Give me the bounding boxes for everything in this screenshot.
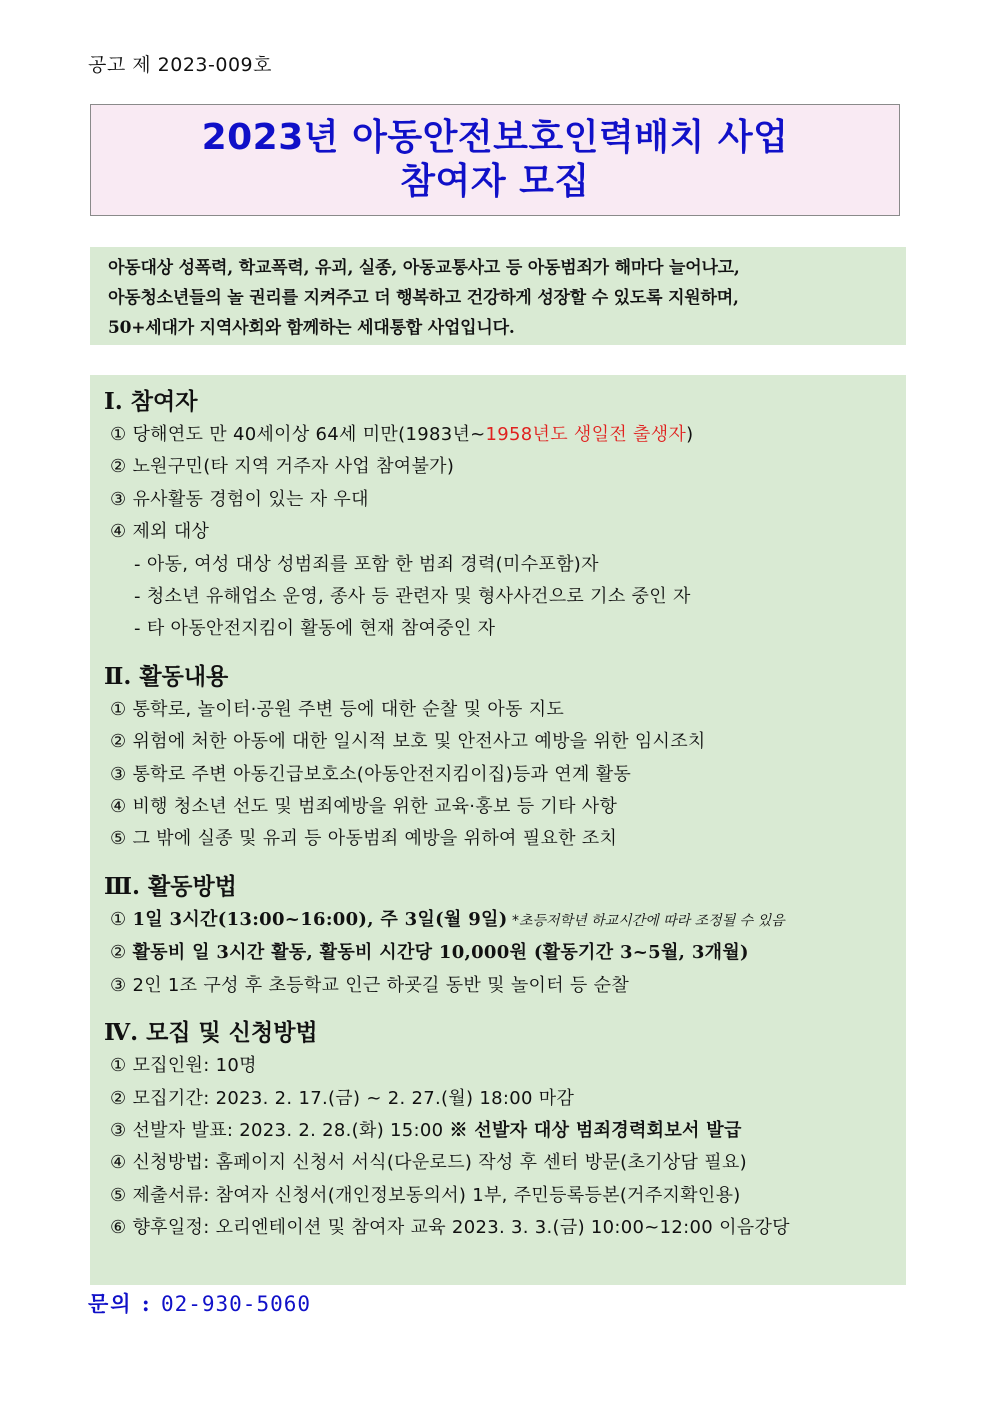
section-3-item-2 bbox=[104, 937, 892, 969]
item-text: ① bbox=[110, 908, 133, 930]
intro-line: 아동청소년들의 놀 권리를 지켜주고 더 행복하고 건강하게 성장할 수 있도록 지원하며, bbox=[108, 288, 739, 308]
section-4-item-1: ① 모집인원: 10명 bbox=[110, 1055, 257, 1077]
item-text: ① 당해연도 만 40세이상 64세 미만(1983년~ bbox=[110, 424, 486, 445]
section-3-item-1 bbox=[104, 904, 892, 937]
section-1-item-1 bbox=[104, 419, 892, 451]
main-content bbox=[90, 375, 906, 1285]
intro-line: 아동대상 성폭력, 학교폭력, 유괴, 실종, 아동교통사고 등 아동범죄가 해마다 늘어나고, bbox=[108, 258, 740, 278]
section-4-item-2: ② 모집기간: 2023. 2. 17.(금) ~ 2. 27.(월) 18:00 마감 bbox=[110, 1087, 575, 1109]
bold-text: 활동비 일 3시간 활동, 활동비 시간당 10,000원 (활동기간 3~5월, 3개월) bbox=[132, 942, 749, 964]
section-1-heading: Ⅰ. 참여자 bbox=[104, 388, 198, 415]
section-1-item-4: ④ 제외 대상 bbox=[110, 521, 210, 543]
section-4-heading: Ⅳ. 모집 및 신청방법 bbox=[104, 1019, 318, 1047]
section-2-item: ⑤ 그 밖에 실종 및 유괴 등 아동범죄 예방을 위하여 필요한 조치 bbox=[110, 828, 618, 850]
bold-text: ※ 선발자 대상 범죄경력회보서 발급 bbox=[449, 1119, 742, 1141]
section-2-item: ② 위험에 처한 아동에 대한 일시적 보호 및 안전사고 예방을 위한 임시조치 bbox=[110, 731, 706, 753]
section-2-item: ③ 통학로 주변 아동긴급보호소(아동안전지킴이집)등과 연계 활동 bbox=[110, 763, 632, 785]
section-2-item: ① 통학로, 놀이터·공원 주변 등에 대한 순찰 및 아동 지도 bbox=[110, 698, 565, 720]
title-line-2: 참여자 모집 bbox=[400, 161, 590, 202]
section-1-item-3: ③ 유사활동 경험이 있는 자 우대 bbox=[110, 488, 369, 510]
section-4-item-3 bbox=[104, 1115, 892, 1147]
title-box bbox=[90, 104, 900, 216]
notice-number: 공고 제 2023-009호 bbox=[88, 54, 272, 76]
bold-text: 1일 3시간(13:00~16:00), 주 3일(월 9일) bbox=[132, 908, 508, 930]
item-text: ) bbox=[686, 424, 694, 445]
section-4-item-4: ④ 신청방법: 홈페이지 신청서 서식(다운로드) 작성 후 센터 방문(초기상담 필요) bbox=[110, 1152, 747, 1174]
section-4-item-6: ⑥ 향후일정: 오리엔테이션 및 참여자 교육 2023. 3. 3.(금) 10:00~12:00 이음강당 bbox=[110, 1217, 790, 1239]
intro-line: 50+세대가 지역사회와 함께하는 세대통합 사업입니다. bbox=[108, 318, 515, 338]
exclusion-item: - 청소년 유해업소 운영, 종사 등 관련자 및 형사사건으로 기소 중인 자 bbox=[134, 586, 691, 608]
intro-box bbox=[90, 247, 906, 345]
section-3-heading: Ⅲ. 활동방법 bbox=[104, 872, 237, 900]
exclusion-item: - 아동, 여성 대상 성범죄를 포함 한 범죄 경력(미수포함)자 bbox=[134, 553, 599, 575]
section-2-heading: Ⅱ. 활동내용 bbox=[104, 662, 229, 690]
section-2-item: ④ 비행 청소년 선도 및 범죄예방을 위한 교육·홍보 등 기타 사항 bbox=[110, 796, 618, 818]
inquiry-contact bbox=[88, 1288, 311, 1318]
item-text: ② bbox=[110, 942, 133, 964]
section-4-item-5: ⑤ 제출서류: 참여자 신청서(개인정보동의서) 1부, 주민등록등본(거주지확인용) bbox=[110, 1184, 741, 1206]
title-line-1: 2023년 아동안전보호인력배치 사업 bbox=[201, 117, 789, 158]
note-text: *초등저학년 하교시간에 따라 조정될 수 있음 bbox=[507, 912, 785, 929]
section-3-item-3: ③ 2인 1조 구성 후 초등학교 인근 하굣길 동반 및 놀이터 등 순찰 bbox=[110, 974, 630, 996]
exclusion-item: - 타 아동안전지킴이 활동에 현재 참여중인 자 bbox=[134, 618, 496, 640]
inquiry-label: 문의 : bbox=[88, 1291, 161, 1316]
section-1-item-2: ② 노원구민(타 지역 거주자 사업 참여불가) bbox=[110, 456, 455, 478]
item-text: ③ 선발자 발표: 2023. 2. 28.(화) 15:00 bbox=[110, 1119, 450, 1141]
phone-number: 02-930-5060 bbox=[160, 1292, 312, 1316]
highlight-text: 1958년도 생일전 출생자 bbox=[485, 424, 687, 445]
